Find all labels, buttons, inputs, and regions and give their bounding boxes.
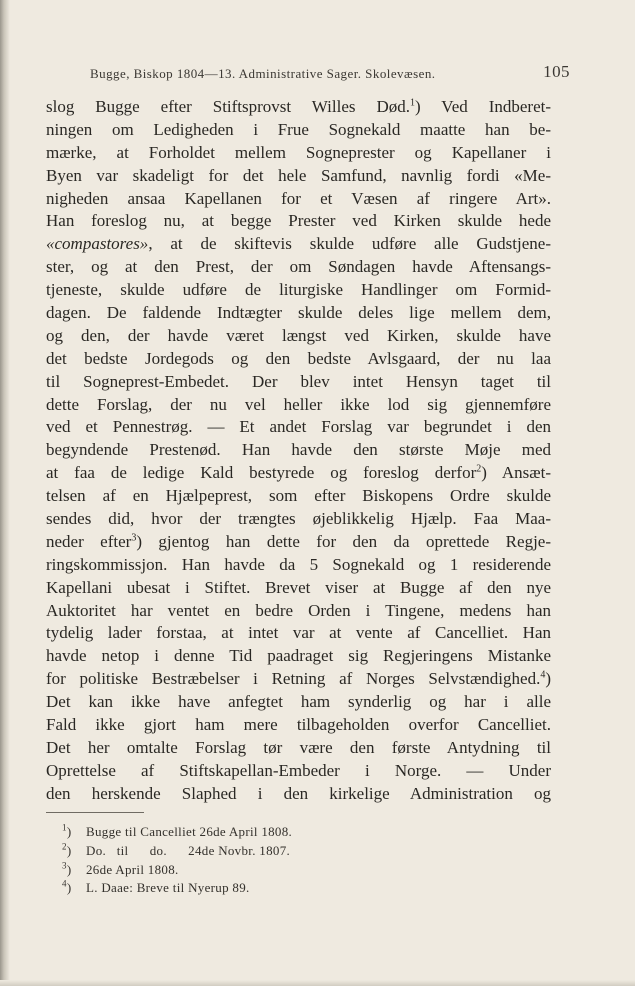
text-line bbox=[46, 622, 551, 645]
footnote-mark: $^4$) bbox=[62, 879, 72, 896]
text-line bbox=[46, 600, 551, 623]
line-text: ) Ansæt- bbox=[481, 463, 551, 483]
line-text: tjeneste, skulde udføre de liturgiske Handlinger om Formid- bbox=[46, 280, 551, 300]
line-text: tydelig lader forstaa, at intet var at vente af Cancelliet. Han bbox=[46, 623, 551, 643]
text-line bbox=[46, 737, 551, 760]
text-line bbox=[46, 233, 551, 256]
line-text: ) Ved Indberet- bbox=[414, 97, 551, 116]
footnote bbox=[62, 861, 462, 880]
footnote-reference: 3 bbox=[131, 532, 137, 544]
text-line bbox=[46, 760, 551, 783]
line-text: ved et Pennestrøg. — Et andet Forslag var begrundet i den bbox=[46, 417, 551, 437]
line-text: nigheden ansaa Kapellanen for et Væsen af ringere Art». bbox=[46, 188, 551, 208]
footnote bbox=[62, 823, 462, 842]
line-text: Det kan ikke have anfegtet ham synderlig og har i alle bbox=[46, 692, 551, 712]
italic-term: «compastores» bbox=[46, 234, 149, 254]
line-text: Auktoritet har ventet en bedre Orden i Tingene, medens han bbox=[46, 600, 551, 620]
line-text: , at de skiftevis skulde udføre alle Gudstjene- bbox=[148, 234, 551, 254]
line-text: at faa de ledige Kald bestyrede og foreslog derfor bbox=[46, 463, 477, 483]
line-text: Fald ikke gjort ham mere tilbageholden overfor Cancelliet. bbox=[46, 715, 551, 735]
page-bottom-edge bbox=[0, 980, 635, 986]
text-line bbox=[46, 645, 551, 668]
footnote-text: Do. til do. 24de Novbr. 1807. bbox=[86, 842, 291, 858]
page-number: 105 bbox=[543, 62, 570, 81]
line-text: neder efter bbox=[46, 531, 132, 551]
line-text: Han foreslog nu, at begge Prester ved Kirken skulde hede bbox=[46, 211, 551, 231]
footnote-reference: 4 bbox=[540, 669, 546, 681]
text-line bbox=[46, 783, 551, 806]
line-text: ) gjentog han dette for den da oprettede Regje- bbox=[136, 531, 551, 551]
footnote-mark: $^1$) bbox=[62, 822, 72, 839]
text-line bbox=[46, 188, 551, 211]
text-line bbox=[46, 325, 551, 348]
line-text: ) bbox=[545, 669, 551, 689]
footnotes bbox=[62, 823, 462, 898]
line-text: dagen. De faldende Indtægter skulde deles lige mellem dem, bbox=[46, 303, 551, 323]
footnote bbox=[62, 879, 462, 898]
text-line bbox=[46, 142, 551, 165]
line-text: ster, og at den Prest, der om Søndagen havde Aftensangs- bbox=[46, 257, 551, 277]
line-text: for politiske Bestræbelser i Retning af Norges Selvstændighed. bbox=[46, 669, 541, 689]
footnote bbox=[62, 842, 462, 861]
text-line bbox=[46, 531, 551, 554]
text-line bbox=[46, 462, 551, 485]
footnote-reference: 1 bbox=[409, 97, 415, 109]
line-text: Oprettelse af Stiftskapellan-Embeder i Norge. — Under bbox=[46, 760, 551, 780]
body-text bbox=[46, 96, 551, 806]
line-text: sendes did, hvor der trængtes øjeblikkelig Hjælp. Faa Maa- bbox=[46, 509, 551, 529]
line-text: telsen af en Hjælpeprest, som efter Biskopens Ordre skulde bbox=[46, 486, 551, 506]
line-text: dette Forslag, der nu vel heller ikke lod sig gjennemføre bbox=[46, 394, 551, 414]
line-text: Det her omtalte Forslag tør være den første Antydning til bbox=[46, 737, 551, 757]
text-line bbox=[46, 302, 551, 325]
text-line bbox=[46, 668, 551, 691]
text-line bbox=[46, 279, 551, 302]
text-line bbox=[46, 210, 551, 233]
text-line bbox=[46, 165, 551, 188]
line-text: slog Bugge efter Stiftsprovst Willes Død. bbox=[46, 97, 410, 116]
text-line bbox=[46, 714, 551, 737]
text-line bbox=[46, 394, 551, 417]
line-text: Kapellani ubesat i Stiftet. Brevet viser at Bugge af den nye bbox=[46, 577, 551, 597]
running-title: Bugge, Biskop 1804—13. Administrative Sager. Skolevæsen. bbox=[90, 66, 436, 81]
line-text: mærke, at Forholdet mellem Sogneprester og Kapellaner i bbox=[46, 142, 551, 162]
line-text: ningen om Ledigheden i Frue Sognekald maatte han be- bbox=[46, 119, 551, 139]
text-line bbox=[46, 554, 551, 577]
footnote-text: L. Daae: Breve til Nyerup 89. bbox=[86, 880, 250, 896]
text-line bbox=[46, 416, 551, 439]
footnote-mark: $^3$) bbox=[62, 860, 72, 877]
text-line bbox=[46, 371, 551, 394]
line-text: Byen var skadeligt for det hele Samfund, navnlig fordi «Me- bbox=[46, 165, 551, 185]
text-line bbox=[46, 508, 551, 531]
footnote-rule bbox=[46, 812, 144, 813]
text-line bbox=[46, 485, 551, 508]
line-text: begyndende Prestenød. Han havde den største Møje med bbox=[46, 440, 551, 460]
footnote-text: 26de April 1808. bbox=[86, 861, 179, 877]
line-text: og den, der havde været længst ved Kirken, skulde have bbox=[46, 325, 551, 345]
footnote-mark: $^2$) bbox=[62, 841, 72, 858]
text-line bbox=[46, 96, 551, 119]
text-line bbox=[46, 256, 551, 279]
running-header bbox=[90, 62, 570, 86]
text-line bbox=[46, 348, 551, 371]
footnote-reference: 2 bbox=[476, 463, 482, 475]
text-line bbox=[46, 439, 551, 462]
line-text: den herskende Slaphed i den kirkelige Administration og bbox=[46, 783, 551, 803]
line-text: det bedste Jordegods og den bedste Avlsgaard, der nu laa bbox=[46, 348, 551, 368]
line-text: ringskommissjon. Han havde da 5 Sognekald og 1 residerende bbox=[46, 554, 551, 574]
line-text: havde netop i denne Tid paadraget sig Regjeringens Mistanke bbox=[46, 646, 551, 666]
page-edge-shadow bbox=[0, 0, 10, 986]
line-text: til Sogneprest-Embedet. Der blev intet Hensyn taget til bbox=[46, 371, 551, 391]
text-line bbox=[46, 119, 551, 142]
text-line bbox=[46, 691, 551, 714]
footnote-text: Bugge til Cancelliet 26de April 1808. bbox=[86, 824, 293, 839]
text-line bbox=[46, 577, 551, 600]
